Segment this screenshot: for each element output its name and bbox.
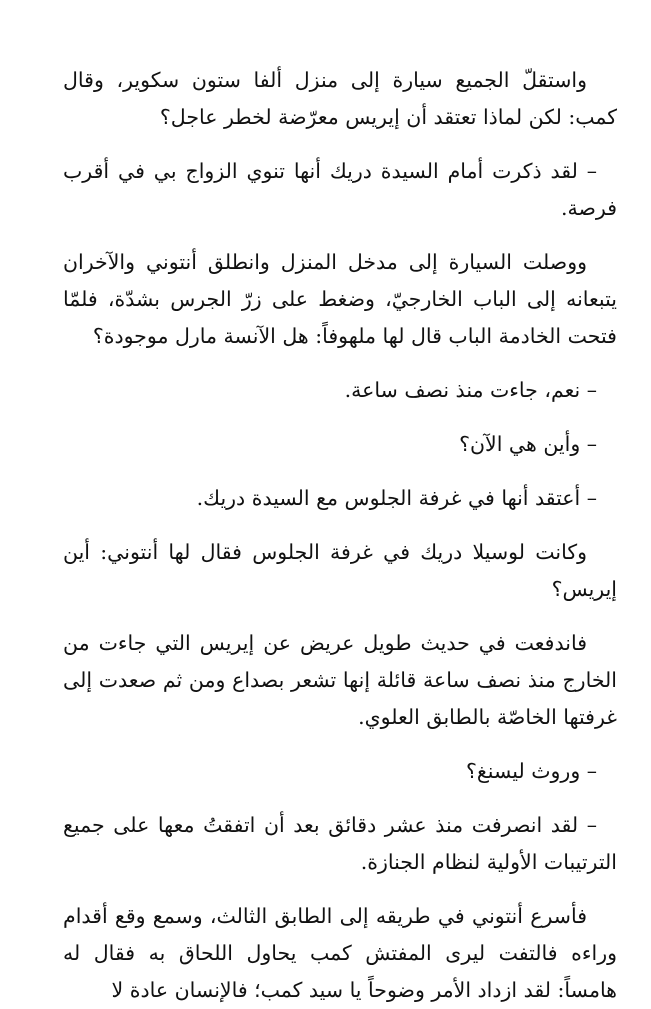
paragraph-narrative: وكانت لوسيلا دريك في غرفة الجلوس فقال لها أنتوني: أين إيريس؟ [63, 540, 617, 601]
paragraph-dialogue: – وأين هي الآن؟ [459, 432, 597, 456]
paragraph-dialogue: – لقد ذكرت أمام السيدة دريك أنها تنوي الزواج بي في أقرب فرصة. [63, 159, 617, 220]
paragraph-dialogue: – وروث ليسنغ؟ [466, 759, 597, 783]
paragraph-narrative: ووصلت السيارة إلى مدخل المنزل وانطلق أنتوني والآخران يتبعانه إلى الباب الخارجيّ، وضغط على زرّ الجرس بشدّة، فلمّا فتحت الخادمة الباب قال لها ملهوفاً: هل الآنسة مارل موجودة؟ [63, 250, 617, 348]
paragraph-narrative: واستقلّ الجميع سيارة إلى منزل ألفا ستون سكوير، وقال كمب: لكن لماذا تعتقد أن إيريس معرّضة لخطر عاجل؟ [63, 68, 617, 129]
paragraph-dialogue: – لقد انصرفت منذ عشر دقائق بعد أن اتفقتُ معها على جميع الترتيبات الأولية لنظام الجنازة. [63, 813, 617, 874]
paragraph-dialogue: – أعتقد أنها في غرفة الجلوس مع السيدة دريك. [196, 486, 597, 510]
paragraph-dialogue: – نعم، جاءت منذ نصف ساعة. [344, 378, 597, 402]
paragraph-narrative: فاندفعت في حديث طويل عريض عن إيريس التي جاءت من الخارج منذ نصف ساعة قائلة إنها تشعر بصداع ومن ثم صعدت إلى غرفتها الخاصّة بالطابق العلوي. [63, 631, 617, 729]
paragraph-narrative: فأسرع أنتوني في طريقه إلى الطابق الثالث، وسمع وقع أقدام وراءه فالتفت ليرى المفتش كمب يحاول اللحاق به فقال له هامساً: لقد ازداد الأمر وضوحاً يا سيد كمب؛ فالإنسان عادة لا [63, 904, 617, 1002]
